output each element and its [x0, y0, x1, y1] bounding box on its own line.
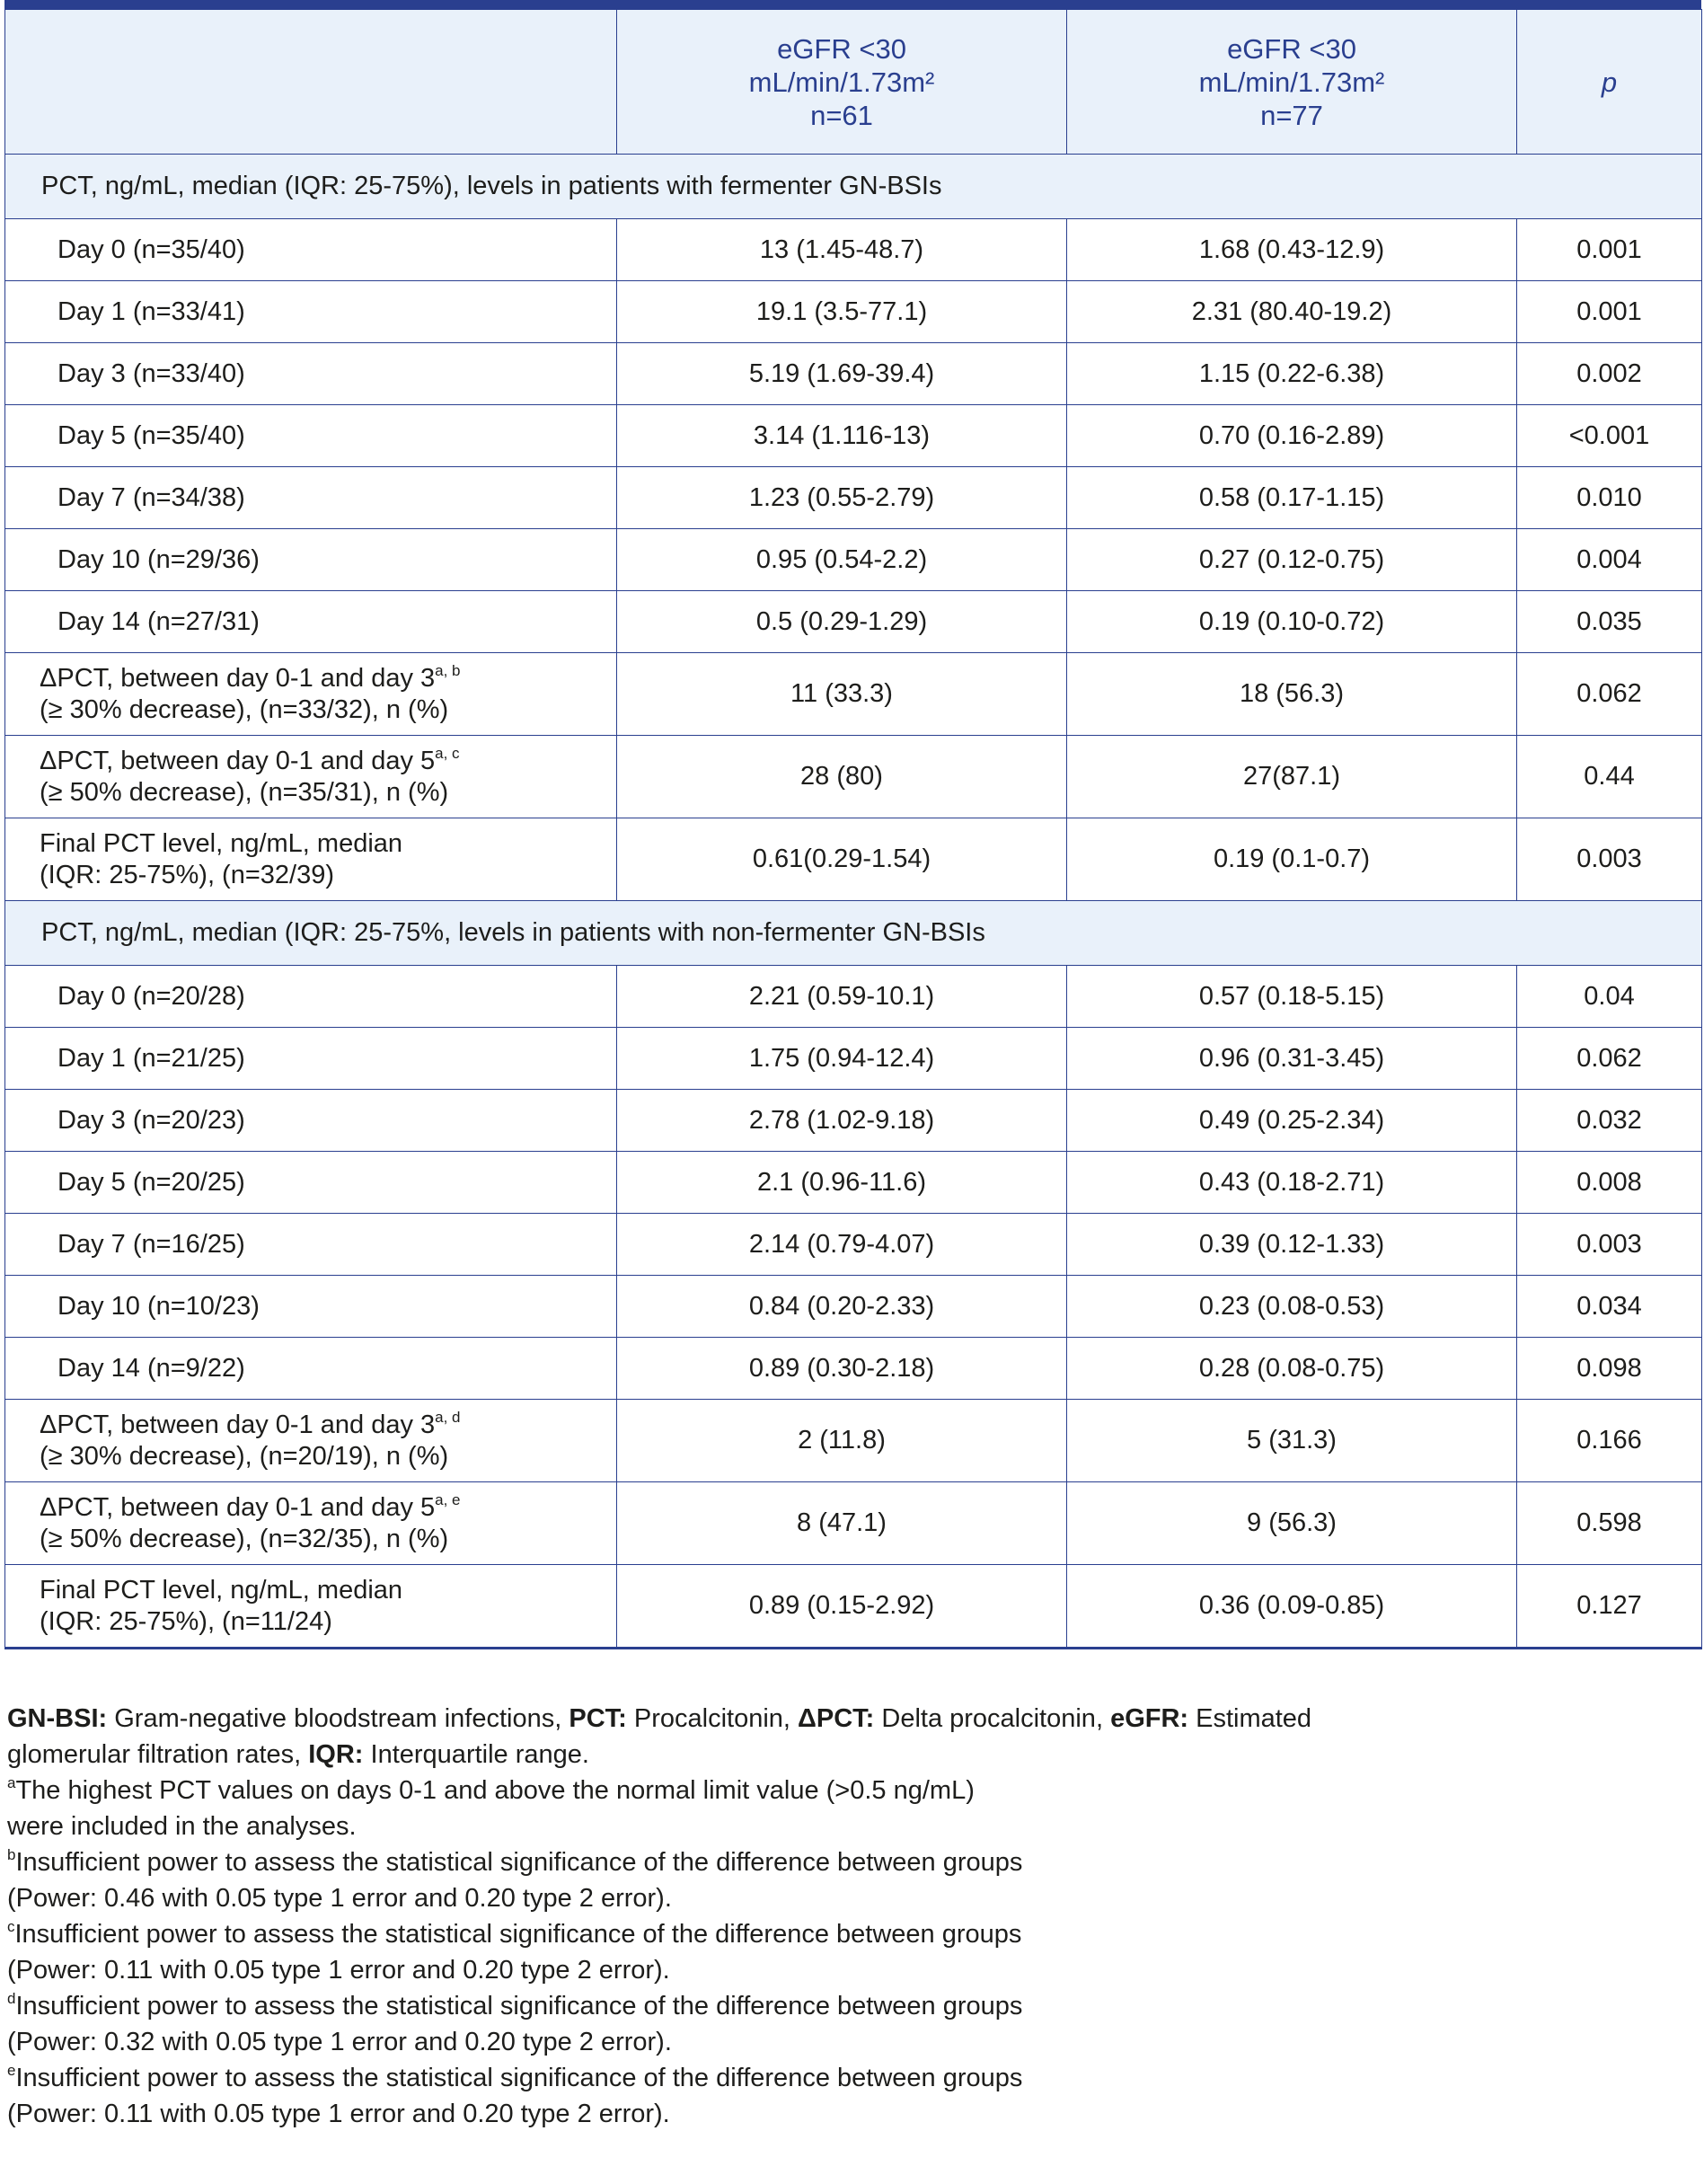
row-label-line: (≥ 50% decrease), (n=35/31), n (%)	[40, 777, 449, 807]
cell-group-2: 0.36 (0.09-0.85)	[1067, 1565, 1517, 1649]
row-label: Day 3 (n=33/40)	[5, 343, 617, 405]
header-egfr-group-2	[1067, 10, 1517, 155]
row-label: Day 7 (n=34/38)	[5, 467, 617, 529]
footnote	[7, 1773, 1355, 1844]
cell-p-value: 0.062	[1517, 653, 1702, 736]
table-row	[5, 529, 1702, 591]
table-row	[5, 1214, 1702, 1276]
cell-group-1: 13 (1.45-48.7)	[617, 219, 1067, 281]
header-p-value: p	[1517, 10, 1702, 155]
footnote-text: Insufficient power to assess the statistical significance of the difference between groups	[14, 1920, 1022, 1949]
row-label	[5, 653, 617, 736]
footnote	[7, 2060, 1355, 2132]
cell-group-1: 0.84 (0.20-2.33)	[617, 1276, 1067, 1338]
section-title: PCT, ng/mL, median (IQR: 25-75%, levels in patients with non-fermenter GN-BSIs	[5, 901, 1702, 966]
cell-p-value: 0.008	[1517, 1152, 1702, 1214]
cell-group-1: 2 (11.8)	[617, 1400, 1067, 1482]
row-label-line: (IQR: 25-75%), (n=11/24)	[40, 1606, 332, 1636]
cell-group-1: 0.89 (0.30-2.18)	[617, 1338, 1067, 1400]
cell-group-1: 0.95 (0.54-2.2)	[617, 529, 1067, 591]
row-label: Day 0 (n=35/40)	[5, 219, 617, 281]
cell-p-value: 0.062	[1517, 1028, 1702, 1090]
cell-p-value: 0.598	[1517, 1482, 1702, 1565]
cell-group-1: 2.14 (0.79-4.07)	[617, 1214, 1067, 1276]
footnote	[7, 1844, 1355, 1916]
pct-table	[4, 9, 1702, 1649]
cell-group-1: 2.78 (1.02-9.18)	[617, 1090, 1067, 1152]
row-label: Day 1 (n=21/25)	[5, 1028, 617, 1090]
footnotes	[7, 1773, 1355, 2132]
abbreviation-definition: Procalcitonin,	[626, 1704, 799, 1733]
row-label-line: Final PCT level, ng/mL, median	[40, 828, 403, 858]
footnote-marker: a, c	[435, 744, 460, 762]
footnote	[7, 1988, 1355, 2060]
table-row	[5, 1276, 1702, 1338]
cell-p-value: 0.166	[1517, 1400, 1702, 1482]
cell-group-2: 0.28 (0.08-0.75)	[1067, 1338, 1517, 1400]
row-label: Day 7 (n=16/25)	[5, 1214, 617, 1276]
footnote-text: (Power: 0.11 with 0.05 type 1 error and 0.20 type 2 error).	[7, 2100, 670, 2128]
table-row	[5, 1338, 1702, 1400]
cell-p-value: 0.034	[1517, 1276, 1702, 1338]
cell-group-1: 1.75 (0.94-12.4)	[617, 1028, 1067, 1090]
cell-group-2: 0.57 (0.18-5.15)	[1067, 966, 1517, 1028]
cell-group-2: 0.19 (0.1-0.7)	[1067, 818, 1517, 901]
header-line: n=77	[1260, 99, 1323, 131]
row-label-line: ΔPCT, between day 0-1 and day 5	[40, 1492, 436, 1522]
row-label	[5, 1565, 617, 1649]
row-label-line: (≥ 50% decrease), (n=32/35), n (%)	[40, 1524, 449, 1553]
header-line: eGFR <30	[1227, 32, 1356, 65]
row-label-line: Final PCT level, ng/mL, median	[40, 1575, 403, 1605]
abbreviation-term: GN-BSI:	[7, 1704, 108, 1733]
abbreviation-term: IQR:	[308, 1740, 364, 1769]
cell-p-value: 0.04	[1517, 966, 1702, 1028]
table-row	[5, 1482, 1702, 1565]
table-row	[5, 405, 1702, 467]
header-line: mL/min/1.73m²	[748, 66, 935, 98]
header-egfr-group-1	[617, 10, 1067, 155]
cell-group-2: 2.31 (80.40-19.2)	[1067, 281, 1517, 343]
footnote-text: Insufficient power to assess the statistical significance of the difference between groups	[15, 1848, 1023, 1877]
footnote-marker: a, e	[435, 1490, 461, 1508]
cell-group-1: 0.61(0.29-1.54)	[617, 818, 1067, 901]
footnote-text: Insufficient power to assess the statistical significance of the difference between groups	[15, 2064, 1023, 2092]
footnote-marker: a	[7, 1774, 16, 1791]
table-row	[5, 1028, 1702, 1090]
table-row	[5, 966, 1702, 1028]
cell-group-2: 5 (31.3)	[1067, 1400, 1517, 1482]
row-label: Day 5 (n=20/25)	[5, 1152, 617, 1214]
cell-p-value: 0.003	[1517, 1214, 1702, 1276]
cell-group-1: 11 (33.3)	[617, 653, 1067, 736]
cell-group-1: 2.21 (0.59-10.1)	[617, 966, 1067, 1028]
row-label: Day 14 (n=27/31)	[5, 591, 617, 653]
row-label-line: ΔPCT, between day 0-1 and day 5	[40, 746, 436, 775]
cell-p-value: 0.004	[1517, 529, 1702, 591]
cell-group-1: 0.5 (0.29-1.29)	[617, 591, 1067, 653]
cell-group-1: 19.1 (3.5-77.1)	[617, 281, 1067, 343]
table-row	[5, 1400, 1702, 1482]
table-notes	[7, 1701, 1355, 2132]
footnote-marker: a, b	[435, 661, 461, 679]
cell-p-value: 0.098	[1517, 1338, 1702, 1400]
cell-group-2: 0.27 (0.12-0.75)	[1067, 529, 1517, 591]
row-label-line: ΔPCT, between day 0-1 and day 3	[40, 1410, 436, 1439]
row-label: Day 10 (n=29/36)	[5, 529, 617, 591]
table-row	[5, 281, 1702, 343]
cell-group-2: 0.19 (0.10-0.72)	[1067, 591, 1517, 653]
row-label: Day 3 (n=20/23)	[5, 1090, 617, 1152]
row-label: Day 0 (n=20/28)	[5, 966, 617, 1028]
row-label-line: ΔPCT, between day 0-1 and day 3	[40, 663, 436, 693]
cell-group-2: 0.70 (0.16-2.89)	[1067, 405, 1517, 467]
abbreviation-term: ΔPCT:	[798, 1704, 875, 1733]
footnote-marker: b	[7, 1846, 16, 1863]
cell-p-value: 0.002	[1517, 343, 1702, 405]
row-label: Day 5 (n=35/40)	[5, 405, 617, 467]
section-title: PCT, ng/mL, median (IQR: 25-75%), levels in patients with fermenter GN-BSIs	[5, 155, 1702, 219]
cell-group-2: 0.96 (0.31-3.45)	[1067, 1028, 1517, 1090]
footnote-text: were included in the analyses.	[7, 1812, 357, 1841]
cell-group-2: 1.15 (0.22-6.38)	[1067, 343, 1517, 405]
table-body	[5, 155, 1702, 1649]
row-label	[5, 1482, 617, 1565]
cell-group-1: 0.89 (0.15-2.92)	[617, 1565, 1067, 1649]
abbreviation-definition: Interquartile range.	[363, 1740, 589, 1769]
cell-group-2: 0.49 (0.25-2.34)	[1067, 1090, 1517, 1152]
row-label	[5, 818, 617, 901]
cell-group-2: 27(87.1)	[1067, 736, 1517, 818]
table-row	[5, 1090, 1702, 1152]
section-header-row	[5, 901, 1702, 966]
cell-p-value: 0.127	[1517, 1565, 1702, 1649]
cell-group-1: 2.1 (0.96-11.6)	[617, 1152, 1067, 1214]
table-row	[5, 591, 1702, 653]
table-row	[5, 1152, 1702, 1214]
abbreviation-term: eGFR:	[1110, 1704, 1189, 1733]
cell-group-2: 9 (56.3)	[1067, 1482, 1517, 1565]
row-label	[5, 736, 617, 818]
footnote-text: (Power: 0.46 with 0.05 type 1 error and 0.20 type 2 error).	[7, 1884, 672, 1913]
abbreviation-definition: Gram-negative bloodstream infections,	[107, 1704, 569, 1733]
abbreviation-definition: Estimated glomerular filtration rates,	[7, 1704, 1312, 1769]
header-empty	[5, 10, 617, 155]
cell-p-value: 0.003	[1517, 818, 1702, 901]
row-label: Day 1 (n=33/41)	[5, 281, 617, 343]
abbreviation-definition: Delta procalcitonin,	[874, 1704, 1111, 1733]
cell-group-2: 18 (56.3)	[1067, 653, 1517, 736]
cell-p-value: <0.001	[1517, 405, 1702, 467]
row-label-line: (≥ 30% decrease), (n=20/19), n (%)	[40, 1441, 449, 1471]
row-label	[5, 1400, 617, 1482]
cell-group-2: 1.68 (0.43-12.9)	[1067, 219, 1517, 281]
footnote	[7, 1916, 1355, 1988]
top-rule	[4, 0, 1701, 9]
abbreviation-term: PCT:	[569, 1704, 627, 1733]
header-line: n=61	[810, 99, 873, 131]
table-container	[4, 0, 1701, 1649]
header-row	[5, 10, 1702, 155]
cell-group-1: 5.19 (1.69-39.4)	[617, 343, 1067, 405]
row-label-line: (≥ 30% decrease), (n=33/32), n (%)	[40, 694, 449, 724]
cell-group-1: 28 (80)	[617, 736, 1067, 818]
row-label: Day 10 (n=10/23)	[5, 1276, 617, 1338]
table-row	[5, 343, 1702, 405]
cell-group-2: 0.39 (0.12-1.33)	[1067, 1214, 1517, 1276]
footnote-marker: a, d	[435, 1408, 461, 1426]
footnote-text: Insufficient power to assess the statistical significance of the difference between groups	[15, 1992, 1023, 2020]
footnote-marker: d	[7, 1990, 16, 2007]
table-row	[5, 467, 1702, 529]
cell-p-value: 0.035	[1517, 591, 1702, 653]
abbreviations	[7, 1701, 1355, 1773]
footnote-marker: c	[7, 1918, 15, 1935]
header-line: mL/min/1.73m²	[1198, 66, 1385, 98]
cell-group-1: 1.23 (0.55-2.79)	[617, 467, 1067, 529]
footnote-text: The highest PCT values on days 0-1 and above the normal limit value (>0.5 ng/mL)	[15, 1776, 975, 1805]
table-row	[5, 818, 1702, 901]
footnote-marker: e	[7, 2062, 16, 2079]
cell-group-2: 0.58 (0.17-1.15)	[1067, 467, 1517, 529]
table-row	[5, 219, 1702, 281]
cell-p-value: 0.032	[1517, 1090, 1702, 1152]
cell-group-2: 0.23 (0.08-0.53)	[1067, 1276, 1517, 1338]
footnote-text: (Power: 0.32 with 0.05 type 1 error and 0.20 type 2 error).	[7, 2028, 672, 2056]
cell-p-value: 0.44	[1517, 736, 1702, 818]
cell-group-2: 0.43 (0.18-2.71)	[1067, 1152, 1517, 1214]
cell-p-value: 0.001	[1517, 281, 1702, 343]
cell-group-1: 8 (47.1)	[617, 1482, 1067, 1565]
table-row	[5, 1565, 1702, 1649]
row-label-line: (IQR: 25-75%), (n=32/39)	[40, 860, 335, 889]
header-line: eGFR <30	[777, 32, 906, 65]
section-header-row	[5, 155, 1702, 219]
table-row	[5, 736, 1702, 818]
cell-group-1: 3.14 (1.116-13)	[617, 405, 1067, 467]
cell-p-value: 0.001	[1517, 219, 1702, 281]
footnote-text: (Power: 0.11 with 0.05 type 1 error and 0.20 type 2 error).	[7, 1956, 670, 1985]
cell-p-value: 0.010	[1517, 467, 1702, 529]
table-row	[5, 653, 1702, 736]
row-label: Day 14 (n=9/22)	[5, 1338, 617, 1400]
